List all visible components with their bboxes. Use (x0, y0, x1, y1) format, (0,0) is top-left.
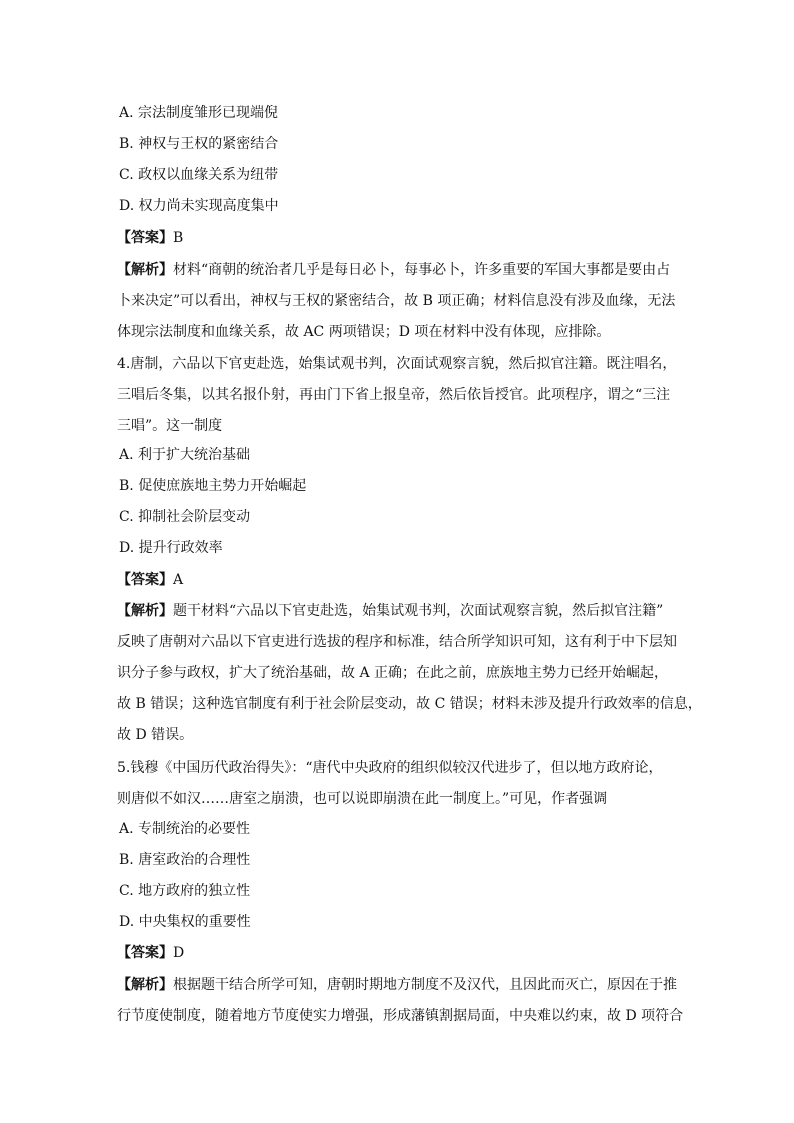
answer-tag: 【答案】 (117, 945, 173, 961)
q4-option-c: C. 抑制社会阶层变动 (119, 509, 251, 525)
q5-option-b: B. 唐室政治的合理性 (119, 852, 251, 868)
analysis-tag: 【解析】 (117, 262, 173, 278)
q3-option-d: D. 权力尚未实现高度集中 (119, 198, 279, 214)
q4-analysis-line-5: 故 D 错误。 (117, 727, 194, 743)
q3-analysis-line-2: 卜来决定”可以看出，神权与王权的紧密结合，故 B 项正确；材料信息没有涉及血缘，无法 (117, 293, 676, 309)
q5-option-d: D. 中央集权的重要性 (119, 914, 251, 930)
q3-option-b: B. 神权与王权的紧密结合 (119, 136, 279, 152)
q4-stem-line-1: 4.唐制，六品以下官吏赴选，始集试观书判，次面试观察言貌，然后拟官注籍。既注唱名， (117, 356, 677, 372)
answer-tag: 【答案】 (117, 230, 173, 246)
q4-analysis-line-2: 反映了唐朝对六品以下官吏进行选拔的程序和标准，结合所学知识可知，这有利于中下层知 (117, 634, 677, 650)
q4-answer (117, 570, 677, 590)
analysis-text: 题干材料“六品以下官吏赴选，始集试观书判，次面试观察言貌，然后拟官注籍” (173, 603, 664, 619)
q5-answer (117, 943, 677, 963)
answer-tag: 【答案】 (117, 572, 173, 588)
answer-value: B (173, 230, 184, 246)
q4-option-b: B. 促使庶族地主势力开始崛起 (119, 478, 307, 494)
q3-analysis-line-1 (117, 260, 677, 280)
q4-analysis-line-3: 识分子参与政权，扩大了统治基础，故 A 正确；在此之前，庶族地主势力已经开始崛起， (117, 665, 669, 681)
q4-analysis-line-4: 故 B 错误；这种选官制度有利于社会阶层变动，故 C 错误；材料未涉及提升行政效率的信息， (117, 696, 702, 712)
analysis-tag: 【解析】 (117, 977, 173, 993)
q4-option-d: D. 提升行政效率 (119, 540, 223, 556)
answer-value: D (173, 945, 185, 961)
q5-option-c: C. 地方政府的独立性 (119, 883, 251, 899)
q4-analysis-line-1 (117, 601, 677, 621)
q4-stem-line-2: 三唱后冬集，以其名报仆射，再由门下省上报皇帝，然后依旨授官。此项程序，谓之“三注 (117, 387, 671, 403)
q3-option-a: A. 宗法制度雏形已现端倪 (119, 105, 279, 121)
q4-stem-line-3: 三唱”。这一制度 (117, 418, 223, 434)
q3-option-c: C. 政权以血缘关系为纽带 (119, 167, 279, 183)
q3-analysis-line-3: 体现宗法制度和血缘关系，故 AC 两项错误；D 项在材料中没有体现，应排除。 (117, 324, 611, 340)
analysis-text: 根据题干结合所学可知，唐朝时期地方制度不及汉代，且因此而灭亡，原因在于推 (173, 977, 677, 993)
q4-option-a: A. 利于扩大统治基础 (119, 447, 251, 463)
answer-value: A (173, 572, 184, 588)
q5-stem-line-1: 5.钱穆《中国历代政治得失》：“唐代中央政府的组织似较汉代进步了，但以地方政府论， (117, 760, 663, 776)
q5-analysis-line-2: 行节度使制度，随着地方节度使实力增强，形成藩镇割据局面，中央难以约束，故 D 项符合 (117, 1008, 684, 1024)
q5-option-a: A. 专制统治的必要性 (119, 821, 251, 837)
q3-answer (117, 228, 677, 248)
q5-analysis-line-1 (117, 975, 677, 995)
q5-stem-line-2: 则唐似不如汉……唐室之崩溃，也可以说即崩溃在此一制度上。”可见，作者强调 (117, 791, 608, 807)
analysis-text: 材料“商朝的统治者几乎是每日必卜，每事必卜，许多重要的军国大事都是要由占 (173, 262, 671, 278)
analysis-tag: 【解析】 (117, 603, 173, 619)
